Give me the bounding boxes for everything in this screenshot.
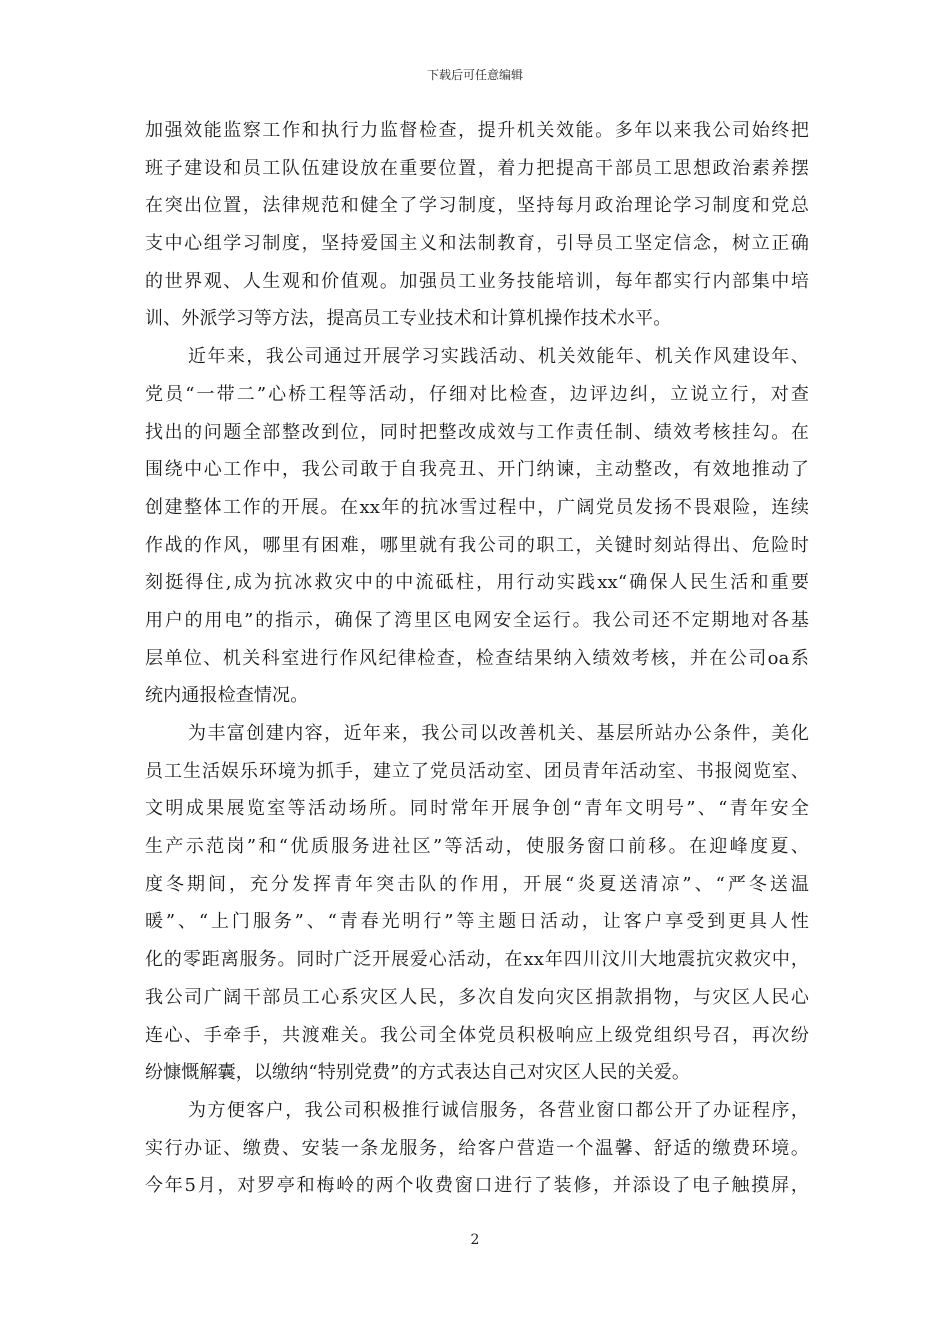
- text-line: 围绕中心工作中，我公司敢于自我亮丑、开门纳谏，主动整改，有效地推动了: [145, 459, 809, 481]
- text-line: 近年来，我公司通过开展学习实践活动、机关效能年、机关作风建设年、: [188, 346, 809, 368]
- text-line: 暖”、“上门服务”、“青春光明行”等主题日活动，让客户享受到更具人性: [145, 911, 809, 933]
- text-line: 支中心组学习制度，坚持爱国主义和法制教育，引导员工坚定信念，树立正确: [145, 233, 809, 255]
- text-line: 度冬期间，充分发挥青年突击队的作用，开展“炎夏送清凉”、“严冬送温: [145, 873, 809, 895]
- text-line: 在突出位置，法律规范和健全了学习制度，坚持每月政治理论学习制度和党总: [145, 195, 809, 217]
- text-line: 为丰富创建内容，近年来，我公司以改善机关、基层所站办公条件，美化: [188, 723, 809, 744]
- text-line: 党员“一带二”心桥工程等活动，仔细对比检查，边评边纠，立说立行，对查: [145, 383, 809, 405]
- page-number: 2: [470, 1232, 480, 1248]
- page-header: 下载后可任意编辑: [426, 68, 523, 82]
- text-line: 我公司广阔干部员工心系灾区人民，多次自发向灾区捐款捐物，与灾区人民心: [145, 986, 809, 1008]
- text-line: 的世界观、人生观和价值观。加强员工业务技能培训，每年都实行内部集中培: [145, 270, 809, 292]
- text-line: 用户的用电”的指示，确保了湾里区电网安全运行。我公司还不定期地对各基: [145, 609, 809, 631]
- text-line: 创建整体工作的开展。在xx年的抗冰雪过程中，广阔党员发扬不畏艰险，连续: [145, 496, 809, 518]
- text-line: 纷慷慨解囊，以缴纳“特别党费”的方式表达自己对灾区人民的关爱。: [145, 1062, 691, 1084]
- text-line: 统内通报检查情况。: [145, 685, 309, 707]
- text-line: 训、外派学习等方法，提高员工专业技术和计算机操作技术水平。: [145, 308, 672, 330]
- text-line: 化的零距离服务。同时广泛开展爱心活动，在xx年四川汶川大地震抗灾救灾中，: [145, 949, 809, 971]
- text-line: 员工生活娱乐环境为抓手，建立了党员活动室、团员青年活动室、书报阅览室、: [145, 760, 809, 782]
- text-line: 生产示范岗”和“优质服务进社区”等活动，使服务窗口前移。在迎峰度夏、: [145, 836, 809, 858]
- text-line: 为方便客户，我公司积极推行诚信服务，各营业窗口都公开了办证程序，: [188, 1099, 809, 1121]
- text-line: 连心、手牵手，共渡难关。我公司全体党员积极响应上级党组织号召，再次纷: [145, 1024, 809, 1046]
- body-text: [145, 112, 809, 1205]
- text-line: 文明成果展览室等活动场所。同时常年开展争创“青年文明号”、“青年安全: [145, 798, 809, 820]
- text-line: 刻挺得住,成为抗冰救灾中的中流砥柱，用行动实践xx“确保人民生活和重要: [145, 572, 809, 594]
- text-line: 班子建设和员工队伍建设放在重要位置，着力把提高干部员工思想政治素养摆: [145, 157, 809, 179]
- text-line: 作战的作风，哪里有困难，哪里就有我公司的职工，关键时刻站得出、危险时: [145, 534, 809, 556]
- text-line: 今年5月，对罗亭和梅岭的两个收费窗口进行了装修，并添设了电子触摸屏，: [145, 1175, 809, 1197]
- text-line: 层单位、机关科室进行作风纪律检查，检查结果纳入绩效考核，并在公司oa系: [145, 647, 809, 669]
- text-line: 找出的问题全部整改到位，同时把整改成效与工作责任制、绩效考核挂勾。在: [145, 421, 809, 443]
- text-line: 加强效能监察工作和执行力监督检查，提升机关效能。多年以来我公司始终把: [145, 120, 809, 141]
- text-line: 实行办证、缴费、安装一条龙服务，给客户营造一个温馨、舒适的缴费环境。: [145, 1137, 809, 1159]
